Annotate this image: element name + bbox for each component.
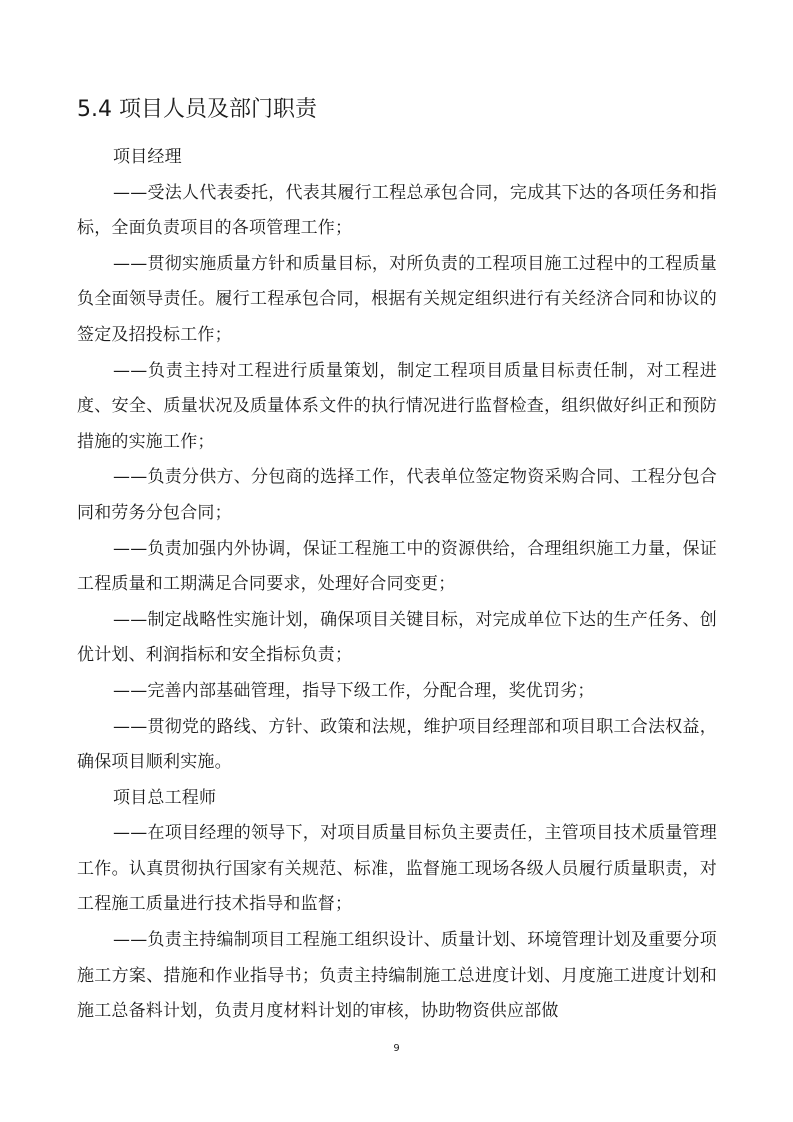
- paragraph: ——负责加强内外协调，保证工程施工中的资源供给，合理组织施工力量，保证工程质量和工期满足合同要求，处理好合同变更；: [77, 538, 717, 595]
- role-title-chief-engineer: 项目总工程师: [113, 787, 217, 808]
- paragraph: ——完善内部基础管理，指导下级工作，分配合理，奖优罚劣；: [113, 680, 595, 701]
- paragraph: ——制定战略性实施计划，确保项目关键目标，对完成单位下达的生产任务、创优计划、利润指标和安全指标负责；: [77, 609, 717, 666]
- paragraph: ——受法人代表委托，代表其履行工程总承包合同，完成其下达的各项任务和指标，全面负责项目的各项管理工作；: [77, 182, 717, 239]
- paragraph: ——贯彻实施质量方针和质量目标，对所负责的工程项目施工过程中的工程质量负全面领导责任。履行工程承包合同，根据有关规定组织进行有关经济合同和协议的签定及招投标工作；: [77, 253, 717, 345]
- paragraph: ——负责主持编制项目工程施工组织设计、质量计划、环境管理计划及重要分项施工方案、措施和作业指导书；负责主持编制施工总进度计划、月度施工进度计划和施工总备料计划，负责月度材料计划的审核，协助物资供应部做: [77, 930, 717, 1022]
- page-number: 9: [393, 1043, 400, 1054]
- role-title-project-manager: 项目经理: [113, 147, 182, 167]
- paragraph: ——负责主持对工程进行质量策划，制定工程项目质量目标责任制，对工程进度、安全、质量状况及质量体系文件的执行情况进行监督检查，组织做好纠正和预防措施的实施工作；: [77, 360, 717, 452]
- paragraph: ——负责分供方、分包商的选择工作，代表单位签定物资采购合同、工程分包合同和劳务分包合同；: [77, 467, 717, 523]
- paragraph: ——在项目经理的领导下，对项目质量目标负主要责任，主管项目技术质量管理工作。认真贯彻执行国家有关规范、标准，监督施工现场各级人员履行质量职责，对工程施工质量进行技术指导和监督；: [77, 823, 717, 915]
- section-body: [77, 140, 717, 1030]
- paragraph: ——贯彻党的路线、方针、政策和法规，维护项目经理部和项目职工合法权益，确保项目顺利实施。: [77, 716, 717, 773]
- section-heading: 5.4 项目人员及部门职责: [77, 97, 317, 122]
